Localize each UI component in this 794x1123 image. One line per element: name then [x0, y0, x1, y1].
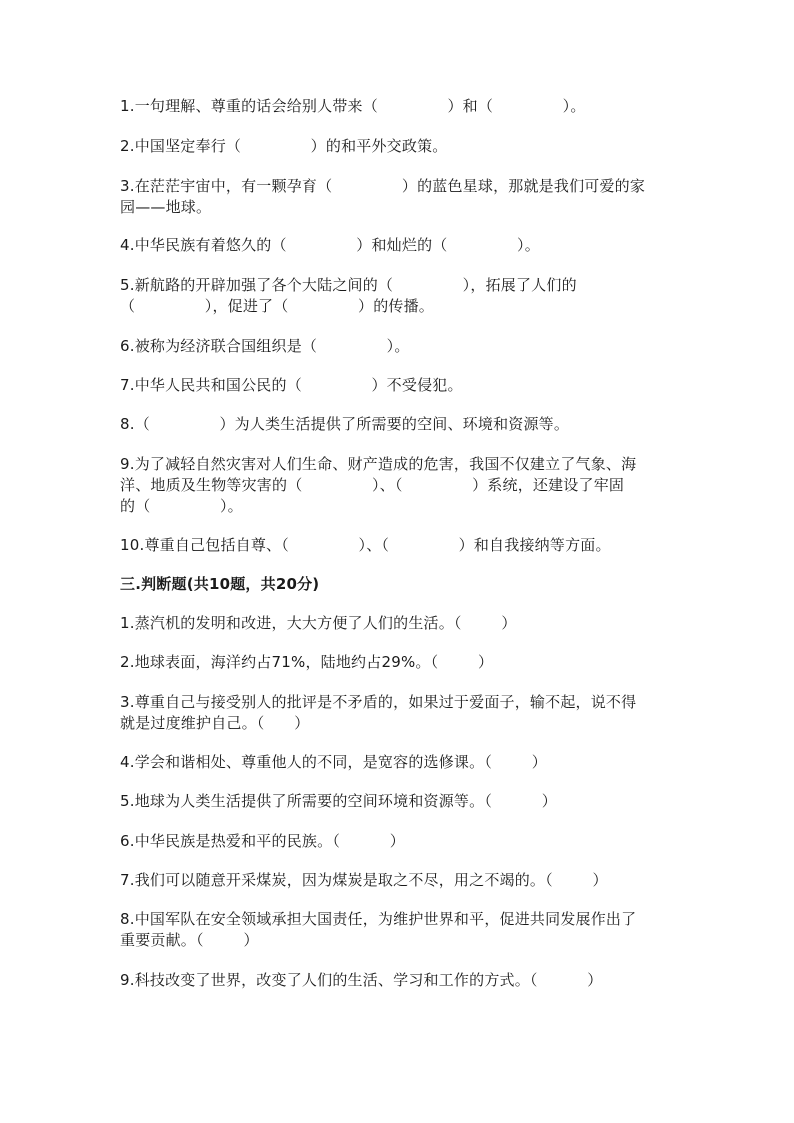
judge-question-1: 1.蒸汽机的发明和改进，大大方便了人们的生活。（ ）	[120, 614, 517, 632]
fill-question-2: 2.中国坚定奉行（ ）的和平外交政策。	[120, 137, 448, 155]
fill-question-9-cont-2: 的（ ）。	[120, 497, 243, 515]
fill-question-10: 10.尊重自己包括自尊、（ ）、（ ）和自我接纳等方面。	[120, 536, 611, 554]
fill-question-7: 7.中华人民共和国公民的（ ）不受侵犯。	[120, 376, 463, 394]
fill-question-1: 1.一句理解、尊重的话会给别人带来（ ）和（ ）。	[120, 97, 586, 115]
judge-question-5: 5.地球为人类生活提供了所需要的空间环境和资源等。（ ）	[120, 792, 557, 810]
fill-question-9: 9.为了减轻自然灾害对人们生命、财产造成的危害，我国不仅建立了气象、海	[120, 455, 637, 473]
judge-question-4: 4.学会和谐相处、尊重他人的不同，是宽容的选修课。（ ）	[120, 753, 547, 771]
judge-question-9: 9.科技改变了世界，改变了人们的生活、学习和工作的方式。（ ）	[120, 971, 603, 989]
fill-question-5: 5.新航路的开辟加强了各个大陆之间的（ ），拓展了人们的	[120, 276, 577, 294]
fill-question-3-cont: 园——地球。	[120, 198, 212, 216]
judge-question-7: 7.我们可以随意开采煤炭，因为煤炭是取之不尽，用之不竭的。（ ）	[120, 871, 608, 889]
fill-question-9-cont-1: 洋、地质及生物等灾害的（ ）、（ ）系统，还建设了牢固	[120, 476, 625, 494]
section-title: 三.判断题(共10题，共20分)	[120, 575, 320, 593]
fill-question-6: 6.被称为经济联合国组织是（ ）。	[120, 337, 410, 355]
judge-question-8-cont: 重要贡献。（ ）	[120, 931, 259, 949]
judge-question-8: 8.中国军队在安全领域承担大国责任，为维护世界和平，促进共同发展作出了	[120, 910, 637, 928]
judge-question-6: 6.中华民族是热爱和平的民族。（ ）	[120, 832, 405, 850]
judge-question-3-cont: 就是过度维护自己。（ ）	[120, 714, 310, 732]
fill-question-3: 3.在茫茫宇宙中，有一颗孕育（ ）的蓝色星球，那就是我们可爱的家	[120, 177, 646, 195]
judge-question-3: 3.尊重自己与接受别人的批评是不矛盾的，如果过于爱面子，输不起，说不得	[120, 693, 637, 711]
fill-question-5-cont: （ ），促进了（ ）的传播。	[120, 297, 435, 315]
fill-question-4: 4.中华民族有着悠久的（ ）和灿烂的（ ）。	[120, 236, 540, 254]
judge-question-2: 2.地球表面，海洋约占71%，陆地约占29%。（ ）	[120, 653, 494, 671]
fill-question-8: 8.（ ）为人类生活提供了所需要的空间、环境和资源等。	[120, 415, 570, 433]
